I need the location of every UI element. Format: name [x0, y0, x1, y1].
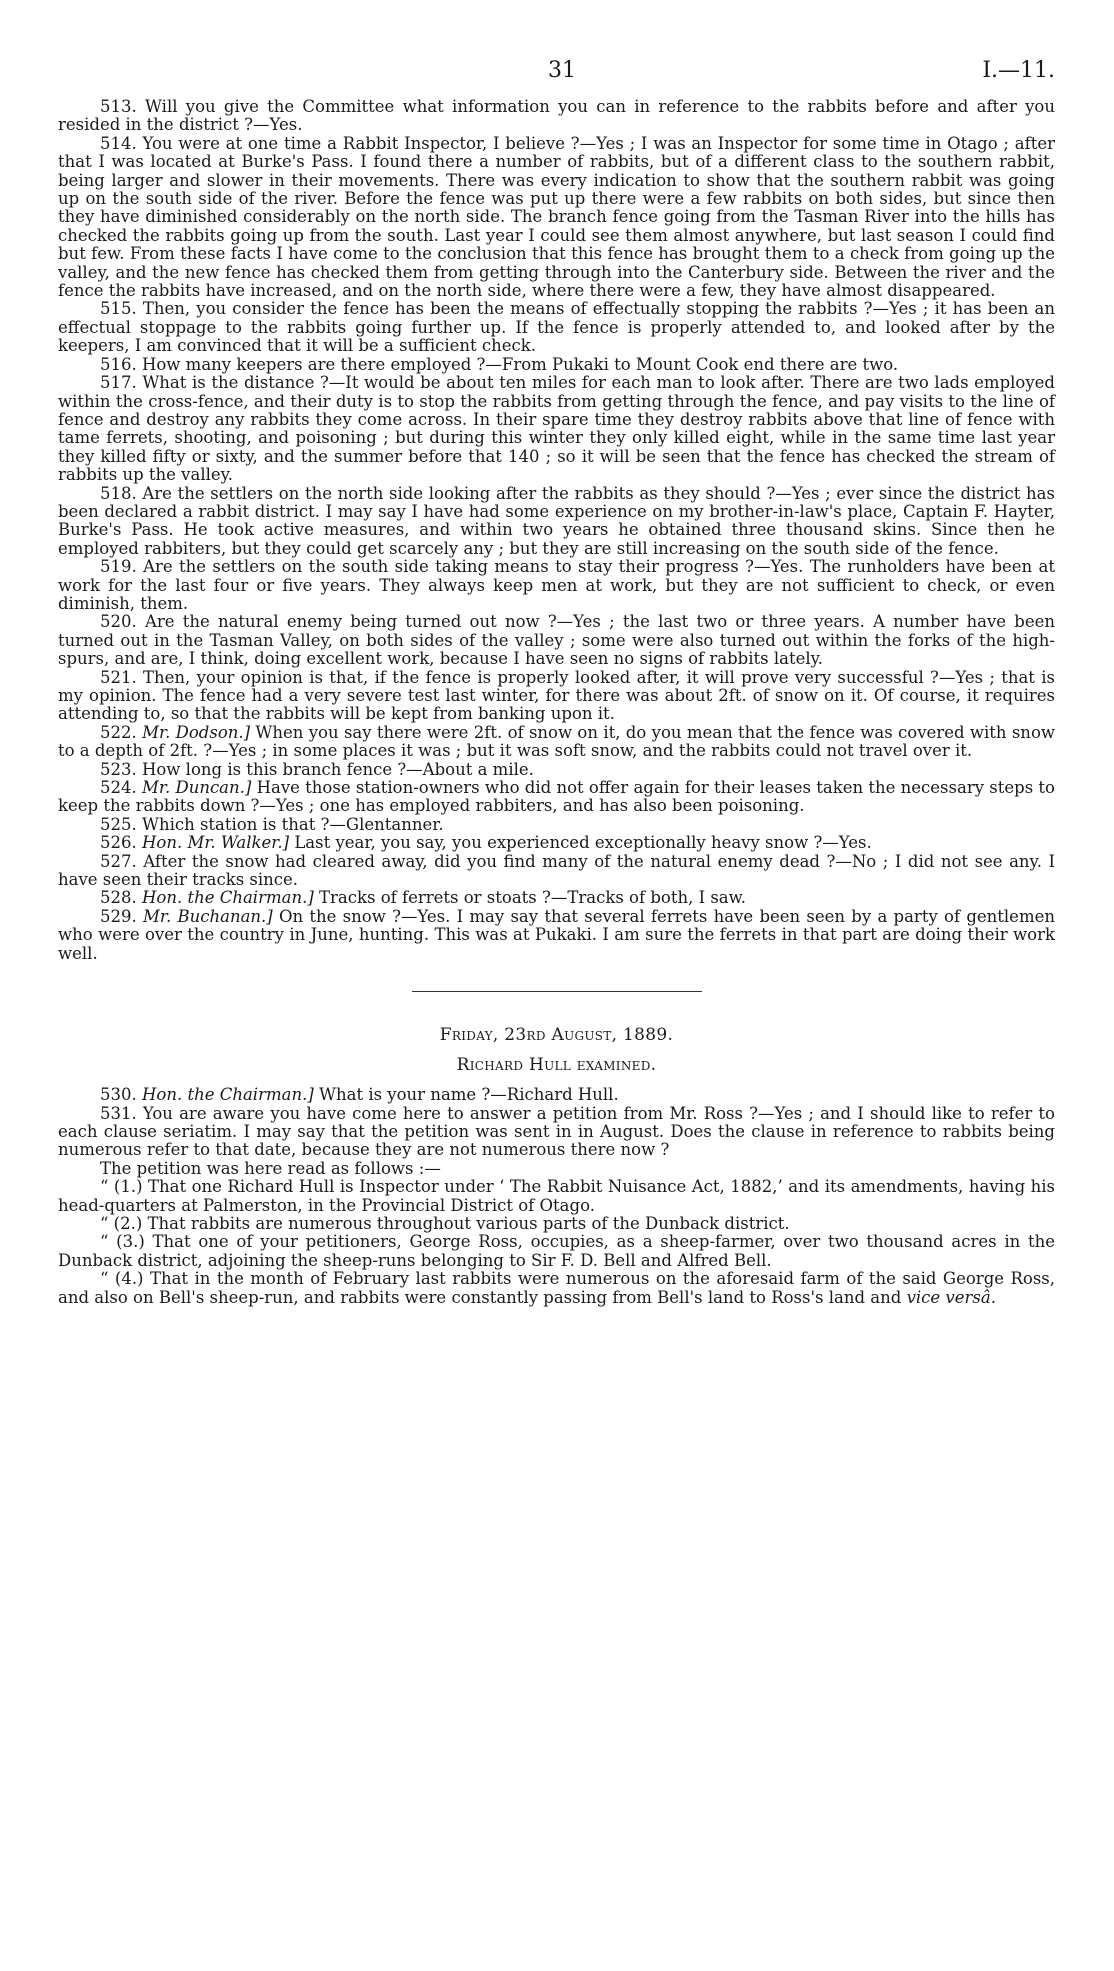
- speaker-name: Mr. Duncan.]: [142, 778, 252, 798]
- paragraph-529: [58, 908, 1055, 963]
- petition-intro: The petition was here read as follows :—: [100, 1158, 441, 1178]
- question-number: 528.: [100, 888, 137, 908]
- paragraph-text: When you say there were 2ft. of snow on it, do you mean that the fence was covered with snow to a depth of 2ft. ?—Yes ; in some places it was ; but it was soft snow, and the rabbits could not travel over it.: [58, 722, 1055, 761]
- witness-heading: Richard Hull examined.: [456, 1055, 657, 1076]
- question-number: 530.: [100, 1085, 137, 1105]
- paragraph-531: 531. You are aware you have come here to answer a petition from Mr. Ross ?—Yes ; and I should like to refer to each clause seriatim. I may say that the petition was sent in in August. Does the clause in reference to rabbits being numerous refer to that date, because they are not numerous there now ?: [58, 1103, 1055, 1160]
- question-number: 526.: [100, 833, 137, 853]
- speaker-name: Mr. Buchanan.]: [143, 906, 273, 926]
- paragraph-text: Tracks of ferrets or stoats ?—Tracks of both, I saw.: [319, 888, 747, 908]
- page-number: 31: [548, 58, 576, 83]
- speaker-name: Hon. the Chairman.]: [142, 888, 314, 908]
- document-page: [58, 58, 1055, 1307]
- latin-phrase: vice versâ.: [906, 1287, 996, 1307]
- petition-clause-2: “ (2.) That rabbits are numerous throughout various parts of the Dunback district.: [100, 1213, 790, 1233]
- paragraph-text: “ (4.) That in the month of February last rabbits were numerous on the aforesaid farm of the said George Ross, and also on Bell's sheep-run, and rabbits were constantly passing from Bell's land to Ross's land and: [58, 1269, 1055, 1307]
- paragraph-520: 520. Are the natural enemy being turned out now ?—Yes ; the last two or three years. A number have been turned out in the Tasman Valley, on both sides of the valley ; some were also turned out within the forks of the high-spurs, and are, I think, doing excellent work, because I have seen no signs of rabbits lately.: [58, 612, 1055, 669]
- question-number: 529.: [100, 906, 137, 926]
- paragraph-528: [58, 889, 1055, 907]
- paragraph-526: [58, 834, 1055, 852]
- section-divider: [412, 991, 702, 992]
- paragraph-515: 515. Then, you consider the fence has been the means of effectually stopping the rabbits ?—Yes ; it has been an effectual stoppage to the rabbits going further up. If the fence is properly attended to, and looked after by the keepers, I am convinced that it will be a sufficient check.: [58, 299, 1055, 356]
- paragraph-514: 514. You were at one time a Rabbit Inspector, I believe ?—Yes ; I was an Inspector for some time in Otago ; after that I was located at Burke's Pass. I found there a number of rabbits, but of a different class to the southern rabbit, being larger and slower in their movements. There was every indication to show that the southern rabbit was going up on the south side of the river. Before the fence was put up there were a few rabbits on both sides, but since then they have diminished considerably on the north side. The branch fence going from the Tasman River into the hills has checked the rabbits going up from the south. Last year I could see them almost anywhere, but last season I could find but few. From these facts I have come to the conclusion that this fence has brought them to a check from going up the valley, and the new fence has checked them from getting through into the Canterbury side. Between the river and the fence the rabbits have increased, and on the north side, where there were a few, they have almost disappeared.: [58, 133, 1055, 301]
- petition-clause-3: “ (3.) That one of your petitioners, George Ross, occupies, as a sheep-farmer, over two thousand acres in the Dunback district, adjoining the sheep-runs belonging to Sir F. D. Bell and Alfred Bell.: [58, 1232, 1055, 1270]
- paragraph-519: 519. Are the settlers on the south side taking means to stay their progress ?—Yes. The runholders have been at work for the last four or five years. They always keep men at work, but they are not sufficient to check, or even diminish, them.: [58, 557, 1055, 613]
- paragraph-530: [58, 1086, 1055, 1104]
- paragraph-513: 513. Will you give the Committee what information you can in reference to the rabbits before and after you resided in the district ?—Yes.: [58, 97, 1055, 135]
- paragraph-518: 518. Are the settlers on the north side looking after the rabbits as they should ?—Yes ; ever since the district has been declared a rabbit district. I may say I have had some experience on my brother-in-law's place, Captain F. Hayter, Burke's Pass. He took active measures, and within two years he obtained three thousand skins. Since then he employed rabbiters, but they could get scarcely any ; but they are still increasing on the south side of the fence.: [58, 483, 1055, 558]
- petition-clause-1: “ (1.) That one Richard Hull is Inspector under ‘ The Rabbit Nuisance Act, 1882,’ and its amendments, having his head-quarters at Palmerston, in the Provincial District of Otago.: [58, 1177, 1055, 1215]
- paragraph-527: 527. After the snow had cleared away, did you find many of the natural enemy dead ?—No ; I did not see any. I have seen their tracks since.: [58, 851, 1055, 890]
- paragraph-text: Last year, you say, you experienced exceptionally heavy snow ?—Yes.: [294, 833, 872, 853]
- paragraph-516: 516. How many keepers are there employed ?—From Pukaki to Mount Cook end there are two.: [100, 354, 899, 374]
- paragraph-521: 521. Then, your opinion is that, if the fence is properly looked after, it will prove very successful ?—Yes ; that is my opinion. The fence had a very severe test last winter, for there was about 2ft. of snow on it. Of course, it requires attending to, so that the rabbits will be kept from banking upon it.: [58, 667, 1055, 724]
- evidence-body-part1: [58, 98, 1055, 963]
- petition-clause-4: [58, 1270, 1055, 1307]
- paragraph-text: On the snow ?—Yes. I may say that several ferrets have been seen by a party of gentlemen who were over the country in June, hunting. This was at Pukaki. I am sure the ferrets in that part are doing their work well.: [58, 906, 1055, 963]
- question-number: 522.: [100, 722, 137, 742]
- paragraph-523: 523. How long is this branch fence ?—About a mile.: [100, 759, 534, 779]
- question-number: 524.: [100, 778, 137, 798]
- paragraph-525: 525. Which station is that ?—Glentanner.: [100, 814, 444, 834]
- page-header: [58, 58, 1055, 98]
- speaker-name: Mr. Dodson.]: [142, 722, 251, 742]
- paragraph-text: What is your name ?—Richard Hull.: [319, 1085, 619, 1105]
- document-reference: I.—11.: [982, 58, 1055, 83]
- session-date: Friday, 23rd August, 1889.: [439, 1025, 674, 1046]
- speaker-name: Hon. the Chairman.]: [142, 1085, 314, 1105]
- evidence-body-part2: [58, 1086, 1055, 1307]
- paragraph-524: [58, 779, 1055, 816]
- speaker-name: Hon. Mr. Walker.]: [142, 833, 290, 853]
- paragraph-517: 517. What is the distance ?—It would be about ten miles for each man to look after. There are two lads employed within the cross-fence, and their duty is to stop the rabbits from getting through the fence, and pay visits to the line of fence and destroy any rabbits they come across. In their spare time they destroy rabbits above that line of fence with tame ferrets, shooting, and poisoning ; but during this winter they only killed eight, while in the same time last year they killed fifty or sixty, and the summer before that 140 ; so it will be seen that the fence has checked the stream of rabbits up the valley.: [58, 373, 1055, 485]
- paragraph-text: Have those station-owners who did not offer again for their leases taken the necessary steps to keep the rabbits down ?—Yes ; one has employed rabbiters, and has also been poisoning.: [58, 778, 1055, 816]
- paragraph-522: [58, 724, 1055, 761]
